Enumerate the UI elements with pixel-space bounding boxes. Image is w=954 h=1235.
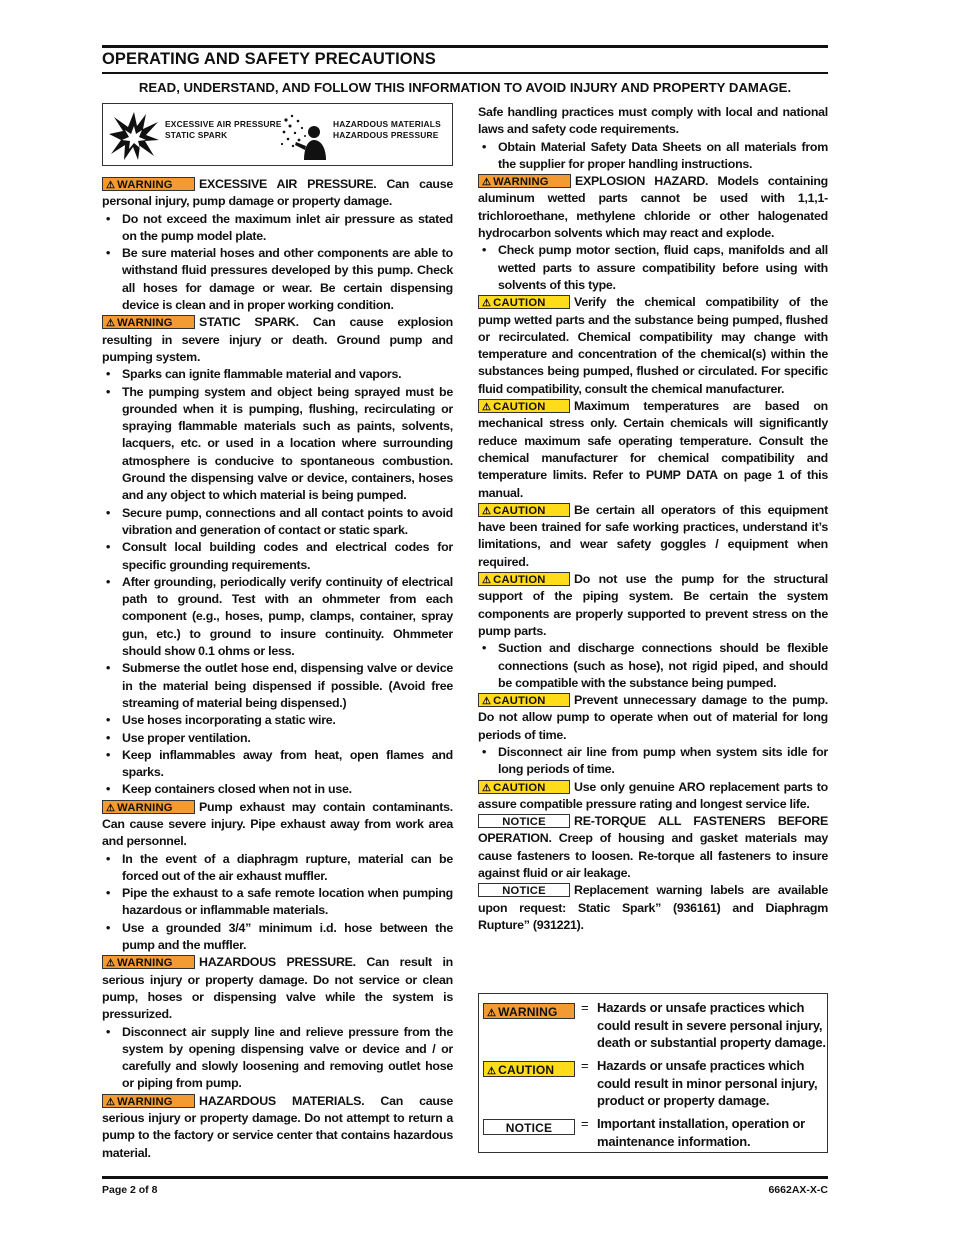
list-item: • Be sure material hoses and other components are able to withstand fluid pressures developed by this pump. Check all hoses for damage or wear. Be certain dispensing device is clean and in proper working condition. (102, 245, 453, 314)
caution-label: ⚠ CAUTION (478, 503, 570, 517)
equals-sign: = (581, 1058, 589, 1073)
list-item: • Secure pump, connections and all contact points to avoid vibration and generation of contact or static spark. (102, 505, 453, 540)
bullets-excessive-air (102, 211, 453, 315)
list-item: • Disconnect air supply line and relieve pressure from the system by opening dispensing valve or device and / or carefully and slowly loosening and removing outlet hose or piping from pump. (102, 1024, 453, 1093)
warning-hazardous-materials: ⚠ WARNING HAZARDOUS MATERIALS. Can cause serious injury or property damage. Do not attempt to return a pump to the factory or service center that contains hazardous material. (102, 1093, 453, 1160)
page-number: Page 2 of 8 (102, 1184, 158, 1196)
list-item: • Submerse the outlet hose end, dispensing valve or device in the material being dispensed if possible. (Avoid free streaming of material being dispensed.) (102, 660, 453, 712)
caution-triangle-icon: ⚠ (482, 696, 492, 708)
list-item: • Use proper ventilation. (102, 730, 453, 747)
list-item: • Use hoses incorporating a static wire. (102, 712, 453, 729)
warning-static-spark: ⚠ WARNING STATIC SPARK. Can cause explosion resulting in severe injury or death. Ground pump and pumping system. (102, 315, 453, 364)
list-item: • Pipe the exhaust to a safe remote location when pumping hazardous or inflammable materials. (102, 885, 453, 920)
list-item: • Obtain Material Safety Data Sheets on all materials from the supplier for proper handling instructions. (478, 139, 828, 174)
list-item: • In the event of a diaphragm rupture, material can be forced out of the air exhaust muffler. (102, 851, 453, 886)
list-item: • Consult local building codes and electrical codes for specific grounding requirements. (102, 539, 453, 574)
list-item: • Keep inflammables away from heat, open flames and sparks. (102, 747, 453, 782)
legend-caution-text: Hazards or unsafe practices which could result in minor personal injury, product or property damage. (597, 1058, 818, 1108)
notice-retorque: NOTICE RE-TORQUE ALL FASTENERS BEFORE OPERATION. Creep of housing and gasket materials may cause fasteners to loosen. Re-torque all fasteners to insure against fluid or air leakage. (478, 814, 828, 881)
list-item: • Use a grounded 3/4” minimum i.d. hose between the pump and the muffler. (102, 920, 453, 955)
bullets-static-spark (102, 366, 453, 798)
caution-triangle-icon: ⚠ (487, 1066, 497, 1077)
top-rule (102, 45, 828, 48)
footer-rule (102, 1176, 828, 1179)
list-item: • After grounding, periodically verify continuity of electrical path to ground. Test with an ohmmeter from each component (e.g., hoses, pump, clamps, container, spray gun, etc.) to ground to insure continuity. Ohmmeter should show 0.1 ohms or less. (102, 574, 453, 660)
caution-triangle-icon: ⚠ (482, 575, 492, 587)
warning-triangle-icon: ⚠ (106, 180, 116, 191)
bullets-explosion (478, 242, 828, 294)
icon-label-static-spark: STATIC SPARK (165, 130, 228, 140)
notice-label: NOTICE (478, 883, 570, 897)
warning-label: ⚠ WARNING (102, 177, 195, 191)
right-column (478, 104, 828, 934)
list-item: • Sparks can ignite flammable material and vapors. (102, 366, 453, 383)
warning-label: ⚠ WARNING (478, 174, 571, 188)
list-item: • Suction and discharge connections should be flexible connections (such as hose), not rigid piped, and should be compatible with the substance being pumped. (478, 640, 828, 692)
caution-triangle-icon: ⚠ (482, 298, 492, 310)
caution-max-temp: ⚠ CAUTION Maximum temperatures are based on mechanical stress only. Certain chemicals will significantly reduce maximum safe operating temperature. Consult the chemical manufacturer for chemical compatibility and temperature limits. Refer to PUMP DATA on page 1 of this manual. (478, 399, 828, 500)
caution-label: ⚠ CAUTION (478, 295, 570, 309)
warning-explosion-hazard: ⚠ WARNING EXPLOSION HAZARD. Models containing aluminum wetted parts cannot be used with 1,1,1-trichloroethane, methylene chloride or other halogenated hydrocarbon solvents which may react and explode. (478, 174, 828, 241)
warning-triangle-icon: ⚠ (106, 1096, 116, 1108)
explosion-icon (108, 110, 160, 162)
warning-triangle-icon: ⚠ (106, 318, 116, 330)
caution-triangle-icon: ⚠ (482, 402, 492, 414)
equals-sign: = (581, 1000, 589, 1015)
caution-label: ⚠ CAUTION (483, 1061, 575, 1077)
bullets-exhaust (102, 851, 453, 955)
continued-text: Safe handling practices must comply with local and national laws and safety code requirements. (478, 105, 828, 137)
bullets-msds (478, 139, 828, 174)
list-item: • Check pump motor section, fluid caps, manifolds and all wetted parts to assure compatibility before using with solvents of this type. (478, 242, 828, 294)
warning-triangle-icon: ⚠ (106, 802, 116, 814)
notice-label: NOTICE (483, 1119, 575, 1135)
caution-label: ⚠ CAUTION (478, 780, 570, 794)
hazard-icons-box (102, 103, 453, 166)
document-code: 6662AX-X-C (768, 1184, 828, 1196)
warning-triangle-icon: ⚠ (482, 177, 492, 189)
list-item: • Disconnect air line from pump when system sits idle for long periods of time. (478, 744, 828, 779)
warning-label: ⚠ WARNING (102, 315, 195, 329)
signal-word-legend (478, 993, 828, 1153)
caution-label: ⚠ CAUTION (478, 572, 570, 586)
equals-sign: = (581, 1116, 589, 1131)
list-item: • The pumping system and object being sprayed must be grounded when it is pumping, flushing, recirculating or spraying flammable materials such as paints, solvents, lacquers, etc. or used in a location where surrounding atmosphere is conducive to spontaneous combustion. Ground the dispensing valve or device, containers, hoses and any object to which material is being pumped. (102, 384, 453, 505)
caution-label: ⚠ CAUTION (478, 399, 570, 413)
list-item: • Keep containers closed when not in use. (102, 781, 453, 798)
warning-label: ⚠ WARNING (102, 955, 195, 969)
warning-label: ⚠ WARNING (102, 800, 195, 814)
caution-operators: ⚠ CAUTION Be certain all operators of this equipment have been trained for safe working practices, understand it’s limitations, and wear safety goggles / equipment when required. (478, 502, 828, 569)
caution-chemical-compat: ⚠ CAUTION Verify the chemical compatibility of the pump wetted parts and the substance being pumped, flushed or recirculated. Chemical compatibility may change with temperature and concentration of the chemical(s) within the substances being pumped, flushed or circulated. For specific fluid compatibility, consult the chemical manufacturer. (478, 295, 828, 396)
caution-genuine-parts: ⚠ CAUTION Use only genuine ARO replacement parts to assure compatible pressure rating and longest service life. (478, 779, 828, 811)
list-item: • Do not exceed the maximum inlet air pressure as stated on the pump model plate. (102, 211, 453, 246)
bullets-structural (478, 640, 828, 692)
icon-label-excessive-air: EXCESSIVE AIR PRESSURE (165, 119, 282, 129)
legend-warning-text: Hazards or unsafe practices which could result in severe personal injury, death or substantial property damage. (597, 1000, 826, 1050)
title-rule (102, 72, 828, 74)
notice-replacement-labels: NOTICE Replacement warning labels are available upon request: Static Spark” (936161) and Diaphragm Rupture” (931221). (478, 883, 828, 932)
warning-hazardous-pressure: ⚠ WARNING HAZARDOUS PRESSURE. Can result in serious injury or property damage. Do not service or clean pump, hoses or dispensing valve while the system is pressurized. (102, 955, 453, 1022)
page-title: OPERATING AND SAFETY PRECAUTIONS (102, 50, 436, 68)
page-subtitle: READ, UNDERSTAND, AND FOLLOW THIS INFORMATION TO AVOID INJURY AND PROPERTY DAMAGE. (138, 80, 792, 95)
icon-label-hazardous-pressure: HAZARDOUS PRESSURE (333, 130, 439, 140)
warning-triangle-icon: ⚠ (106, 958, 116, 970)
bullets-idle (478, 744, 828, 779)
warning-label: ⚠ WARNING (102, 1094, 195, 1108)
warning-triangle-icon: ⚠ (487, 1008, 497, 1019)
hazardous-spray-icon (278, 110, 330, 162)
warning-label: ⚠ WARNING (483, 1003, 575, 1019)
caution-triangle-icon: ⚠ (482, 782, 492, 794)
legend-notice-text: Important installation, operation or maintenance information. (597, 1116, 806, 1149)
caution-triangle-icon: ⚠ (482, 505, 492, 517)
warning-excessive-air: ⚠ WARNING EXCESSIVE AIR PRESSURE. Can cause personal injury, pump damage or property damage. (102, 177, 453, 209)
warning-exhaust: ⚠ WARNING Pump exhaust may contain contaminants. Can cause severe injury. Pipe exhaust away from work area and personnel. (102, 799, 453, 849)
icon-label-hazardous-materials: HAZARDOUS MATERIALS (333, 119, 441, 129)
left-column (102, 176, 453, 1162)
notice-label: NOTICE (478, 814, 570, 828)
caution-label: ⚠ CAUTION (478, 693, 570, 707)
caution-structural: ⚠ CAUTION Do not use the pump for the structural support of the piping system. Be certain the system components are properly supported to prevent stress on the pump parts. (478, 572, 828, 638)
bullets-hazardous-pressure (102, 1024, 453, 1093)
caution-unnecessary-damage: ⚠ CAUTION Prevent unnecessary damage to the pump. Do not allow pump to operate when out of material for long periods of time. (478, 693, 828, 742)
